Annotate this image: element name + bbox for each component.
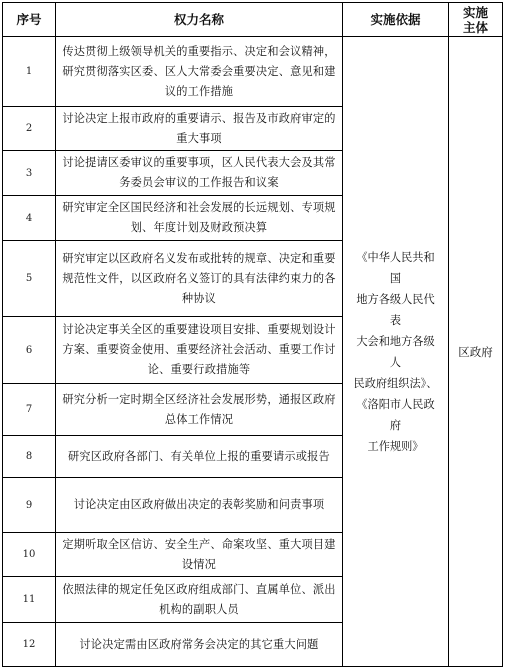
row-number: 8 [3,436,56,478]
row-number: 2 [3,107,56,151]
row-number: 5 [3,241,56,317]
header-row [3,3,503,37]
basis-line: 大会和地方各级人 [356,334,435,369]
basis-line: 工作规则》 [367,439,424,453]
power-name-cell: 讨论提请区委审议的重要事项，区人民代表大会及其常务委员会审议的工作报告和议案 [56,151,343,196]
row-number: 3 [3,151,56,196]
header-power-name: 权力名称 [56,3,343,37]
header-subject: 实施主体 [449,3,503,37]
row-number: 12 [3,623,56,667]
power-name-cell: 传达贯彻上级领导机关的重要指示、决定和会议精神，研究贯彻落实区委、区人大常委会重要决定、意见和建议的工作措施 [56,37,343,107]
row-number: 7 [3,384,56,436]
power-name-cell: 研究分析一定时期全区经济社会发展形势，通报区政府总体工作情况 [56,384,343,436]
basis-line: 《洛阳市人民政府 [356,397,435,432]
basis-line: 《中华人民共和国 [356,250,435,285]
power-name-cell: 讨论决定上报市政府的重要请示、报告及市政府审定的重大事项 [56,107,343,151]
power-name-cell: 讨论决定事关全区的重要建设项目安排、重要规划设计方案、重要资金使用、重要经济社会活动、重要工作讨论、重要行政措施等 [56,317,343,384]
header-seq: 序号 [3,3,56,37]
row-number: 4 [3,196,56,241]
row-number: 11 [3,577,56,623]
power-name-cell: 定期听取全区信访、安全生产、命案攻坚、重大项目建设情况 [56,533,343,577]
subject-cell: 区政府 [449,37,503,667]
basis-line: 地方各级人民代表 [356,292,435,327]
row-number: 9 [3,478,56,533]
header-basis: 实施依据 [343,3,449,37]
row-number: 10 [3,533,56,577]
basis-line: 民政府组织法》、 [353,376,438,390]
power-name-cell: 依照法律的规定任免区政府组成部门、直属单位、派出机构的副职人员 [56,577,343,623]
power-list-table [2,2,503,667]
power-name-cell: 研究审定以区政府名义发布或批转的规章、决定和重要规范性文件，以区政府名义签订的具有法律约束力的各种协议 [56,241,343,317]
table-row [3,37,503,107]
power-name-cell: 研究审定全区国民经济和社会发展的长远规划、专项规划、年度计划及财政预决算 [56,196,343,241]
row-number: 1 [3,37,56,107]
power-name-cell: 研究区政府各部门、有关单位上报的重要请示或报告 [56,436,343,478]
basis-cell [343,37,449,667]
power-name-cell: 讨论决定需由区政府常务会决定的其它重大问题 [56,623,343,667]
power-name-cell: 讨论决定由区政府做出决定的表彰奖励和问责事项 [56,478,343,533]
row-number: 6 [3,317,56,384]
